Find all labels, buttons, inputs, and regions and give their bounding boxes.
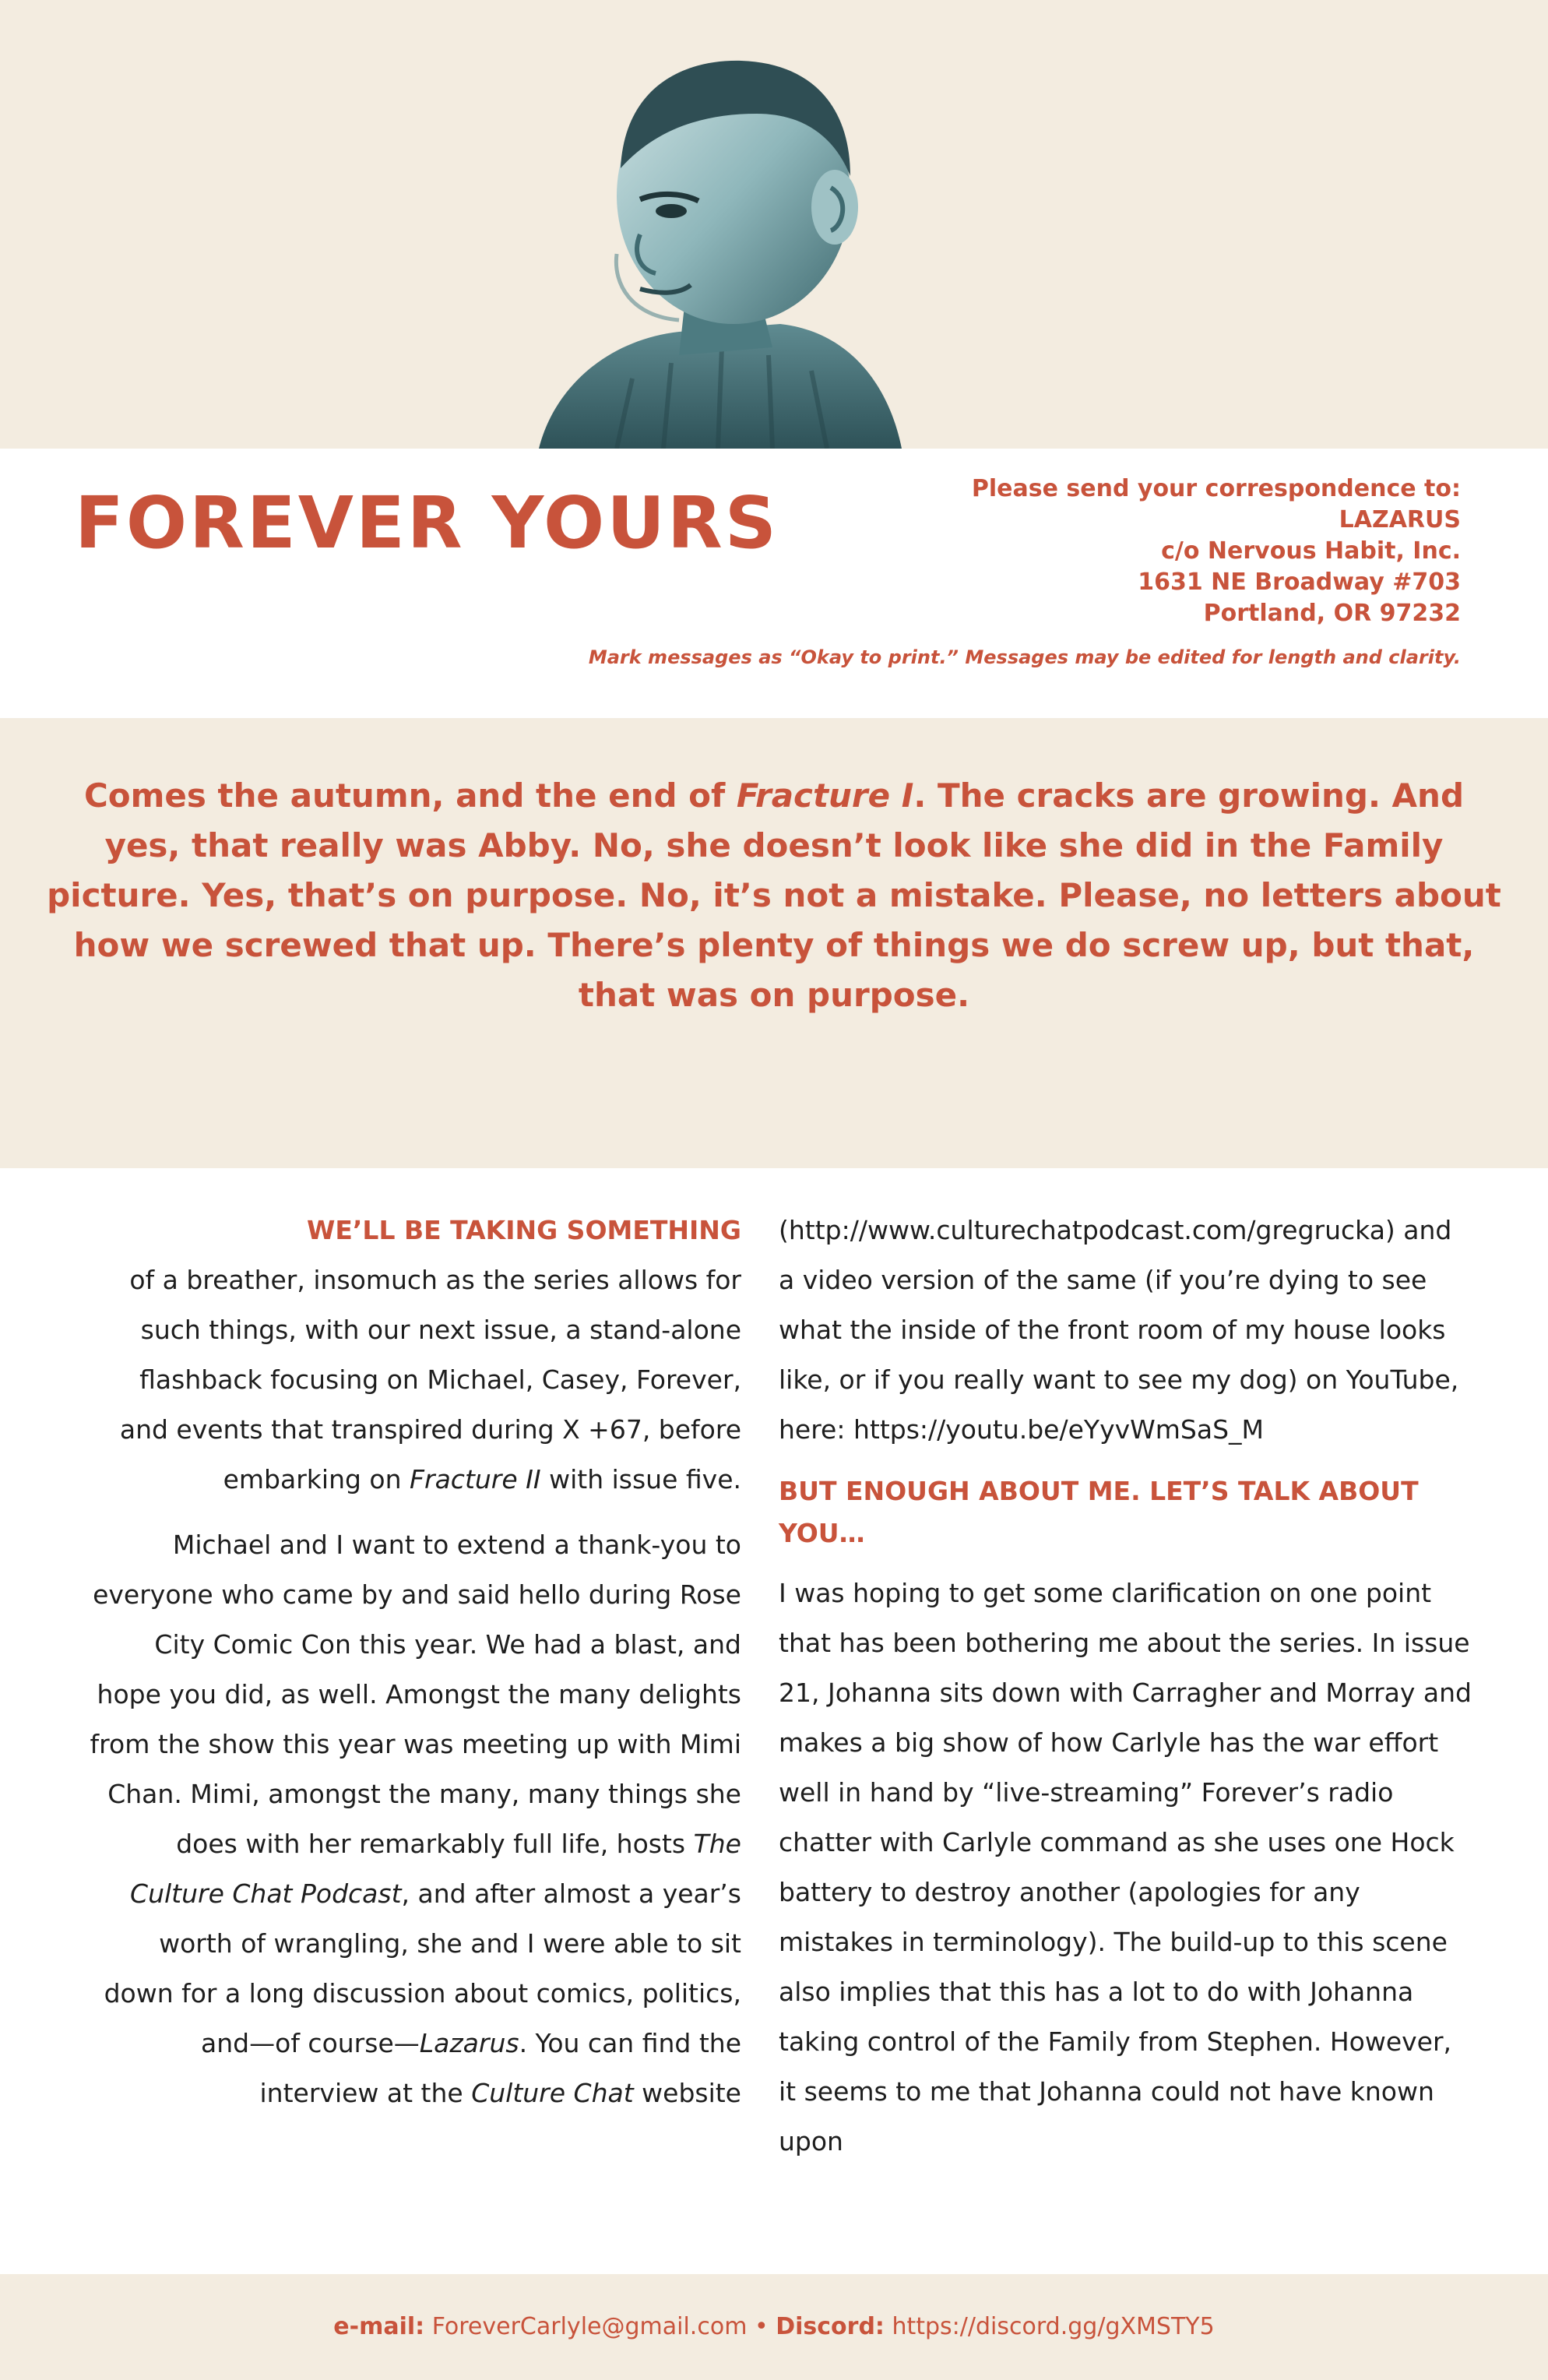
print-note: Mark messages as “Okay to print.” Messages may be edited for length and clarity. <box>588 646 1461 668</box>
section-heading: BUT ENOUGH ABOUT ME. LET’S TALK ABOUT YOU… <box>779 1476 1419 1548</box>
paragraph: I was hoping to get some clarification on one point that has been bothering me about the series. In issue 21, Johanna sits down with Carragher and Morray and makes a big show of how Carlyle has the war effort well in hand by “live-streaming” Forever’s radio chatter with Carlyle command as she uses one Hock battery to destroy another (apologies for any mistakes in terminology). The build-up to this scene also implies that this has a lot to do with Johanna taking control of the Family from Stephen. However, it seems to me that Johanna could not have known upon <box>779 1578 1472 2156</box>
paragraph-text: of a breather, insomuch as the series allows for such things, with our next issue, a stand-alone flashback focusing on Michael, Casey, Forever, and events that transpired during X +67, before embarking on <box>119 1265 741 1495</box>
address-line: 1631 NE Broadway #703 <box>1138 569 1461 596</box>
address-line: Please send your correspondence to: <box>971 475 1461 502</box>
correspondence-address <box>972 474 1461 629</box>
right-column <box>779 1206 1472 2182</box>
paragraph-italic: Fracture II <box>410 1464 541 1495</box>
section-heading: WE’LL BE TAKING SOMETHING <box>306 1215 741 1245</box>
letters-body <box>0 1168 1548 2274</box>
paragraph-text: . You can find the interview at the <box>259 2028 741 2108</box>
intro-statement <box>47 771 1501 1020</box>
page-title: FOREVER YOURS <box>75 481 779 565</box>
paragraph-text: Michael and I want to extend a thank-you to everyone who came by and said hello during Rose City Comic Con this year. We had a blast, and hope you did, as well. Amongst the many delights from the show this year was meeting up with Mimi Chan. Mimi, amongst the many, many things she does with her remarkably full life, hosts <box>90 1530 741 1859</box>
email-label: e-mail: <box>333 2313 425 2340</box>
paragraph-text: , and after almost a year’s worth of wrangling, she and I were able to sit down for a long discussion about comics, politics, and—of course— <box>104 1878 741 2058</box>
discord-label: Discord: <box>776 2313 885 2340</box>
paragraph-text: with issue five. <box>540 1464 741 1495</box>
discord-link[interactable]: https://discord.gg/gXMSTY5 <box>892 2313 1215 2340</box>
letters-header <box>0 449 1548 718</box>
paragraph-text: website <box>633 2078 741 2108</box>
footer-separator: • <box>754 2313 769 2340</box>
intro-text: . The cracks are growing. And yes, that really was Abby. No, she doesn’t look like she did in the Family picture. Yes, that’s on purpose. No, it’s not a mistake. Please, no letters about how we screwed that up. There’s plenty of things we do screw up, but that, that was on purpose. <box>47 776 1501 1014</box>
paragraph-italic: Culture Chat <box>471 2078 634 2108</box>
left-column <box>87 1206 741 2134</box>
paragraph: (http://www.culturechatpodcast.com/gregrucka) and a video version of the same (if you’re dying to see what the inside of the front room of my house looks like, or if you really want to see my dog) on YouTube, here: https://youtu.be/eYyvWmSaS_M <box>779 1215 1459 1445</box>
contact-footer <box>0 2274 1548 2380</box>
paragraph-italic: Lazarus <box>419 2028 519 2058</box>
intro-text: Comes the autumn, and the end of <box>83 776 737 815</box>
paragraph <box>87 1520 741 2118</box>
paragraph <box>87 1255 741 1505</box>
intro-italic: Fracture I <box>736 776 914 815</box>
address-line: c/o Nervous Habit, Inc. <box>1161 537 1461 565</box>
email-link[interactable]: ForeverCarlyle@gmail.com <box>431 2313 748 2340</box>
address-line: Portland, OR 97232 <box>1203 600 1461 627</box>
address-line: LAZARUS <box>1339 506 1461 533</box>
paragraph-italic: The Culture Chat Podcast <box>130 1829 741 1909</box>
character-portrait <box>523 51 902 449</box>
